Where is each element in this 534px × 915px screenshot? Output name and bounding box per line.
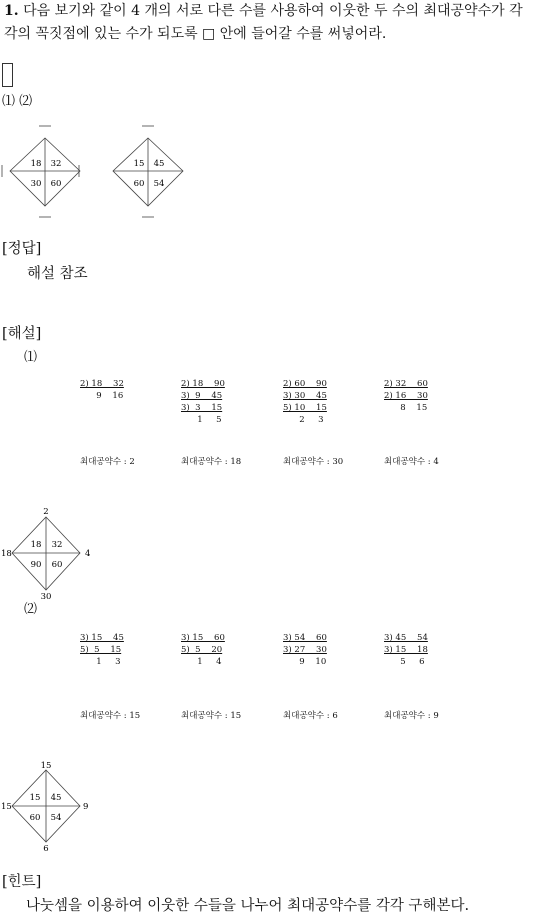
cell-top-left: 15 [133,159,145,169]
cell-top-left: 18 [30,540,42,550]
cell-top-right: 32 [51,540,63,550]
vertex-bottom: 30 [40,592,52,600]
gcd-result: 최대공약수 : 15 [80,711,141,721]
cell-bottom-left: 90 [30,560,42,570]
gcd-result: 최대공약수 : 4 [384,457,439,467]
vertex-left: 18 [1,549,12,559]
hint-text: 나눗셈을 이용하여 이웃한 수들을 나누어 최대공약수를 각각 구해본다. [26,898,470,914]
cell-top-left: 15 [29,793,41,803]
question-text: 다음 보기와 같이 4 개의 서로 다른 수를 사용하여 이웃한 두 수의 최대공약수가 각각의 꼭짓점에 있는 수가 되도록 □ 안에 들어갈 수를 써넣어라. [4,3,523,42]
answer-header: [정답] [2,241,42,257]
cell-top-right: 45 [50,793,62,803]
example-answer-box[interactable] [2,63,13,87]
problem-diagrams [0,118,200,228]
division-block: 2) 60 90 3) 30 45 5) 10 15 2 3 [283,379,327,425]
vertex-bottom: 6 [43,844,49,853]
vertex-top: 2 [43,507,49,517]
division-block: 3) 45 54 3) 15 18 5 6 [384,633,428,667]
vertex-left: 15 [1,802,12,812]
part2-label: ⑵ [24,602,38,617]
cell-bottom-right: 60 [50,179,62,189]
gcd-result: 최대공약수 : 2 [80,457,135,467]
cell-bottom-right: 54 [153,179,165,189]
hint-header: [힌트] [2,874,42,890]
vertex-right: 4 [85,549,91,559]
division-block: 2) 18 32 9 16 [80,379,124,401]
gcd-result: 최대공약수 : 18 [181,457,242,467]
division-block: 3) 15 45 5) 5 15 1 3 [80,633,124,667]
part-labels: ⑴ ⑵ [2,94,33,109]
cell-top-right: 45 [153,159,165,169]
question [4,0,532,46]
gcd-result: 최대공약수 : 6 [283,711,338,721]
answer-text: 해설 참조 [27,266,88,282]
cell-bottom-left: 60 [29,813,41,823]
vertex-right: 9 [83,802,89,812]
solution-diagram-2 [0,758,100,853]
division-block: 3) 15 60 5) 5 20 1 4 [181,633,225,667]
gcd-result: 최대공약수 : 9 [384,711,439,721]
division-block: 2) 32 60 2) 16 30 8 15 [384,379,428,413]
cell-bottom-left: 60 [133,179,145,189]
cell-top-right: 32 [50,159,62,169]
vertex-top: 15 [40,761,52,771]
part1-label: ⑴ [24,350,38,365]
gcd-result: 최대공약수 : 30 [283,457,344,467]
division-block: 3) 54 60 3) 27 30 9 10 [283,633,327,667]
question-number: 1. [4,3,19,19]
cell-bottom-left: 30 [30,179,42,189]
problem-diagram-2 [113,126,183,217]
cell-top-left: 18 [30,159,42,169]
gcd-result: 최대공약수 : 15 [181,711,242,721]
division-block: 2) 18 90 3) 9 45 3) 3 15 1 5 [181,379,225,425]
cell-bottom-right: 54 [50,813,62,823]
solution-diagram-1 [0,505,100,600]
cell-bottom-right: 60 [51,560,63,570]
problem-diagram-1 [2,126,80,217]
explanation-header: [해설] [2,326,42,342]
